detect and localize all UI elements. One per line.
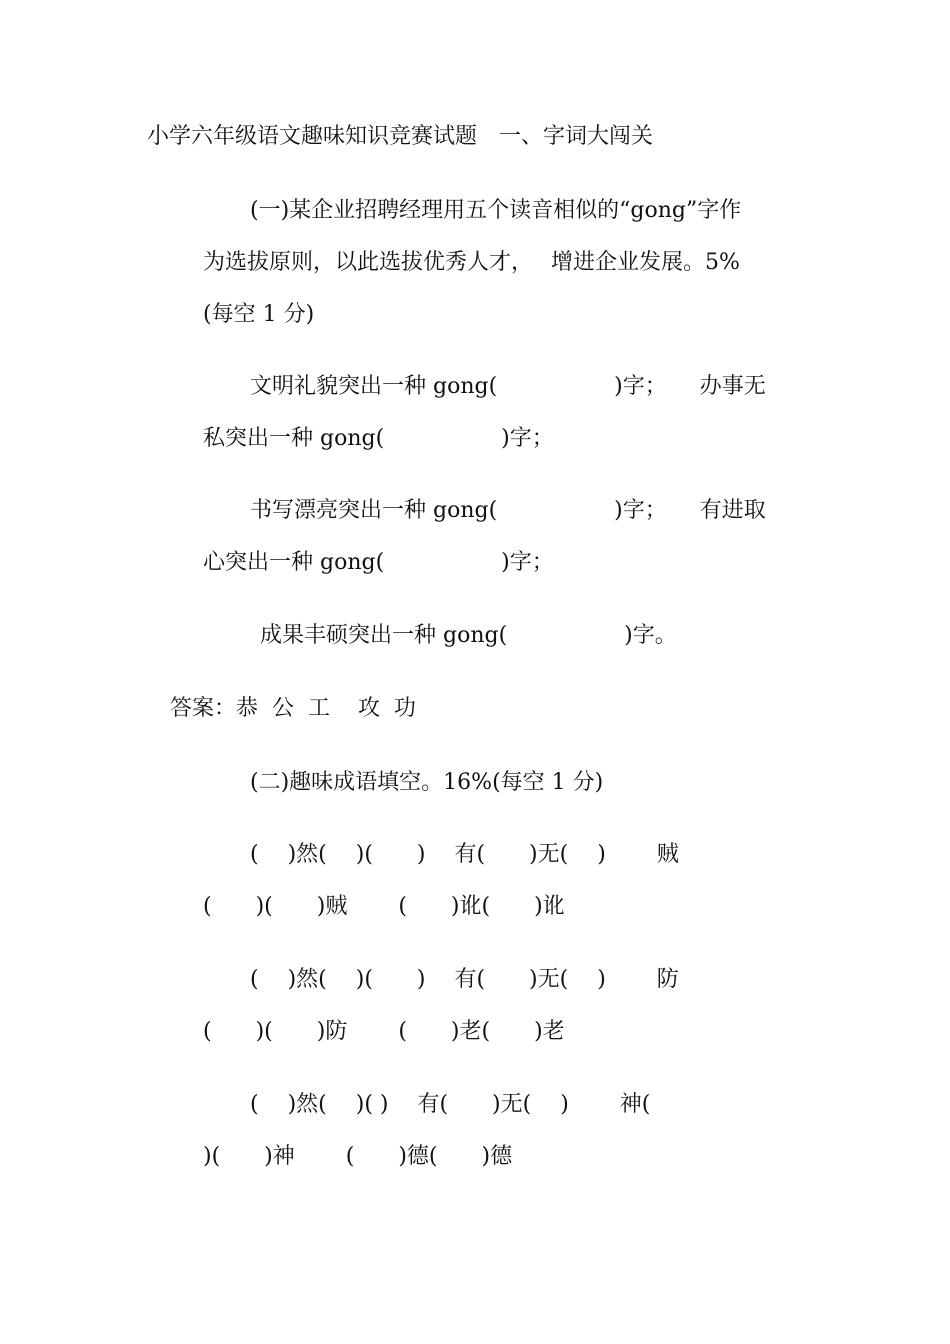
idiom-row3-line1: ( )然( )( ) 有( )无( ) 神( bbox=[250, 1092, 651, 1117]
question2-line2: 心突出一种 gong( )字； bbox=[203, 550, 554, 575]
idiom-row2-line1: ( )然( )( ) 有( )无( ) 防 bbox=[250, 967, 679, 992]
page-title: 小学六年级语文趣味知识竞赛试题 一、字词大闯关 bbox=[147, 124, 654, 149]
idiom-row1-line1: ( )然( )( ) 有( )无( ) 贼 bbox=[250, 842, 679, 867]
section1-intro-line1: (一)某企业招聘经理用五个读音相似的“gong”字作 bbox=[250, 198, 742, 223]
question1-line2: 私突出一种 gong( )字； bbox=[203, 426, 554, 451]
question3-line1: 成果丰硕突出一种 gong( )字。 bbox=[260, 623, 677, 648]
idiom-row3-line2: )( )神 ( )德( )德 bbox=[203, 1144, 513, 1169]
section1-intro-line2: 为选拔原则，以此选拔优秀人才， 增进企业发展。5% bbox=[203, 250, 740, 275]
question2-line1: 书写漂亮突出一种 gong( )字； 有进取 bbox=[250, 498, 766, 523]
question1-line1: 文明礼貌突出一种 gong( )字； 办事无 bbox=[250, 374, 766, 399]
section1-intro-line3: (每空 1 分) bbox=[203, 302, 315, 327]
idiom-row2-line2: ( )( )防 ( )老( )老 bbox=[203, 1019, 565, 1044]
idiom-row1-line2: ( )( )贼 ( )讹( )讹 bbox=[203, 894, 565, 919]
section2-intro: (二)趣味成语填空。16%(每空 1 分) bbox=[250, 770, 604, 795]
answer-line: 答案：恭 公 工 攻 功 bbox=[170, 696, 416, 721]
